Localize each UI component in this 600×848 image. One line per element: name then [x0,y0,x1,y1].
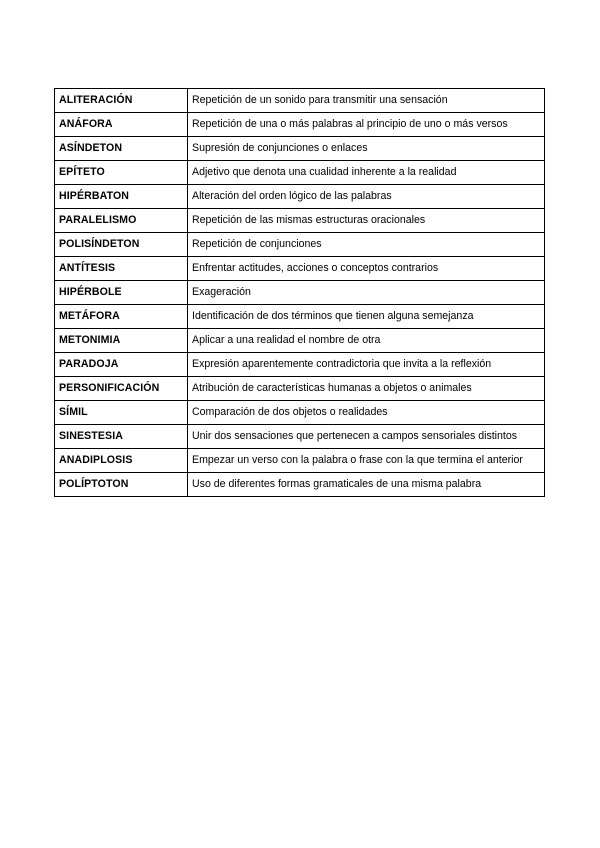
table-body [55,89,545,497]
definition-cell: Repetición de una o más palabras al principio de uno o más versos [188,113,545,137]
definition-cell: Repetición de conjunciones [188,233,545,257]
term-cell: PARADOJA [55,353,188,377]
table-row [55,233,545,257]
definition-cell: Enfrentar actitudes, acciones o conceptos contrarios [188,257,545,281]
term-cell: ANADIPLOSIS [55,449,188,473]
table-row [55,353,545,377]
definition-cell: Repetición de las mismas estructuras oracionales [188,209,545,233]
term-cell: PERSONIFICACIÓN [55,377,188,401]
definition-cell: Empezar un verso con la palabra o frase con la que termina el anterior [188,449,545,473]
term-cell: METONIMIA [55,329,188,353]
term-cell: SÍMIL [55,401,188,425]
definition-cell: Repetición de un sonido para transmitir una sensación [188,89,545,113]
table-row [55,473,545,497]
table-row [55,281,545,305]
definition-cell: Alteración del orden lógico de las palabras [188,185,545,209]
term-cell: ALITERACIÓN [55,89,188,113]
definition-cell: Identificación de dos términos que tienen alguna semejanza [188,305,545,329]
definition-cell: Aplicar a una realidad el nombre de otra [188,329,545,353]
term-cell: METÁFORA [55,305,188,329]
definition-cell: Expresión aparentemente contradictoria que invita a la reflexión [188,353,545,377]
term-cell: SINESTESIA [55,425,188,449]
term-cell: HIPÉRBATON [55,185,188,209]
definition-cell: Supresión de conjunciones o enlaces [188,137,545,161]
term-cell: ANTÍTESIS [55,257,188,281]
table-row [55,209,545,233]
table-row [55,161,545,185]
term-cell: ASÍNDETON [55,137,188,161]
table-row [55,257,545,281]
definition-cell: Exageración [188,281,545,305]
table-row [55,305,545,329]
table-row [55,425,545,449]
term-cell: POLÍPTOTON [55,473,188,497]
table-row [55,377,545,401]
term-cell: EPÍTETO [55,161,188,185]
table-row [55,329,545,353]
table-row [55,89,545,113]
table-row [55,113,545,137]
table-row [55,401,545,425]
table-row [55,185,545,209]
term-cell: ANÁFORA [55,113,188,137]
definition-cell: Adjetivo que denota una cualidad inherente a la realidad [188,161,545,185]
definition-cell: Comparación de dos objetos o realidades [188,401,545,425]
term-cell: POLISÍNDETON [55,233,188,257]
rhetorical-figures-table [54,88,545,497]
definition-cell: Unir dos sensaciones que pertenecen a campos sensoriales distintos [188,425,545,449]
definition-cell: Atribución de características humanas a objetos o animales [188,377,545,401]
table-row [55,137,545,161]
table-row [55,449,545,473]
definition-cell: Uso de diferentes formas gramaticales de una misma palabra [188,473,545,497]
term-cell: PARALELISMO [55,209,188,233]
term-cell: HIPÉRBOLE [55,281,188,305]
